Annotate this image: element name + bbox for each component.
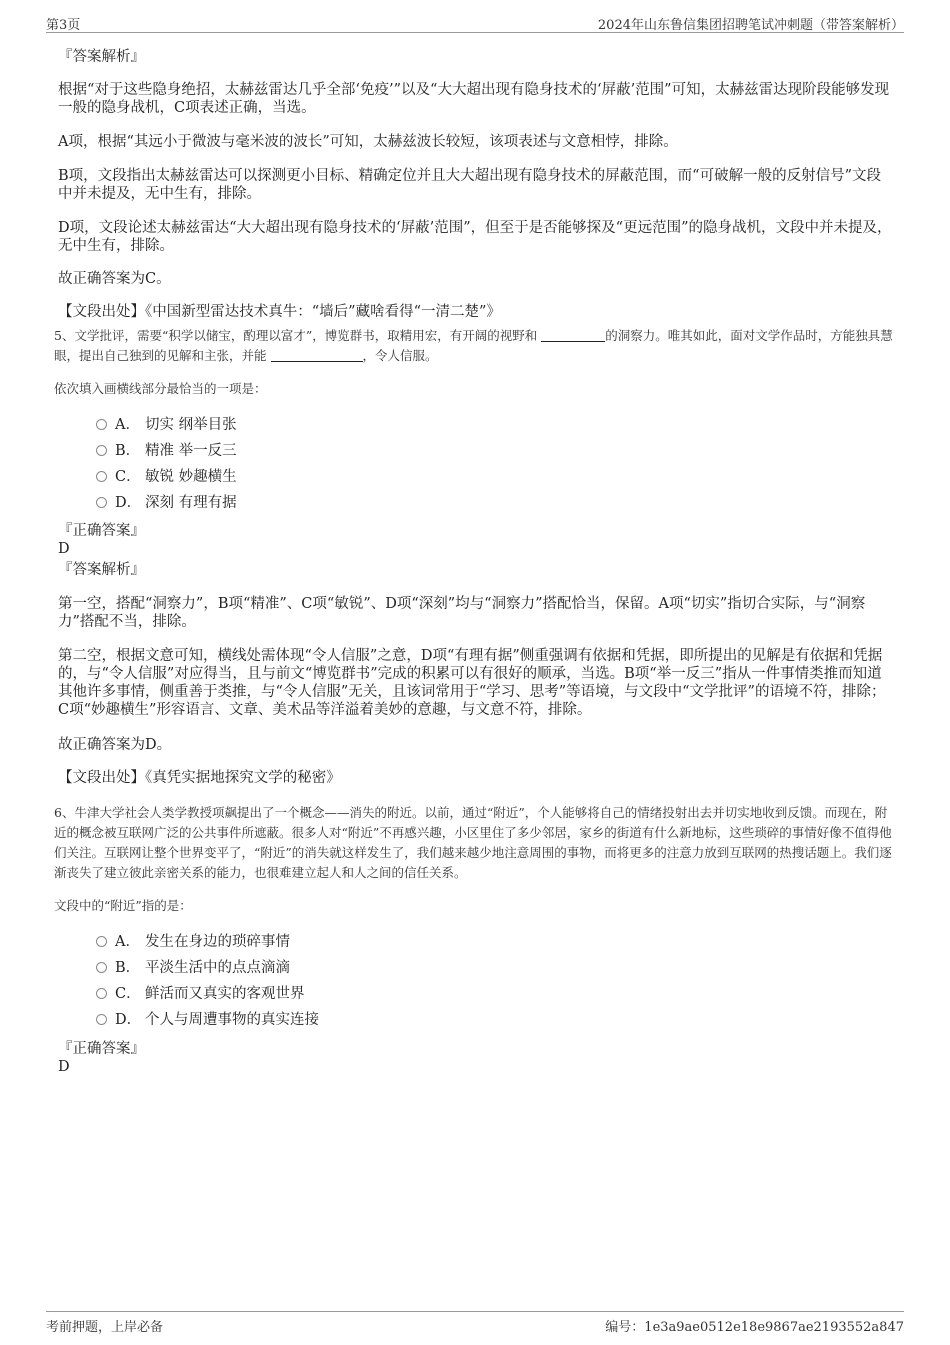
q5-option-c[interactable]: C． 敏锐 妙趣横生 <box>96 468 237 486</box>
q4-source: 【文段出处】《中国新型雷达技术真牛：“墙后”藏啥看得“一清二楚”》 <box>58 304 501 320</box>
q5-blank-1 <box>541 329 605 342</box>
q5-stem-part-b: 的洞察力。唯其如此，面对文学作品时，方能独具慧眼，提出自己独到的见解和主张，并能 <box>54 328 893 363</box>
document-title: 2024年山东鲁信集团招聘笔试冲刺题（带答案解析） <box>597 18 904 33</box>
q5-stem <box>54 326 894 366</box>
q5-answer: D <box>58 541 70 557</box>
q5-option-d[interactable]: D． 深刻 有理有据 <box>96 494 237 512</box>
q5-analysis-label: 『答案解析』 <box>58 562 145 578</box>
radio-icon[interactable] <box>96 471 107 482</box>
page-footer <box>46 1311 904 1334</box>
q6-prompt: 文段中的“附近”指的是： <box>54 898 192 913</box>
q4-analysis-p4: D项，文段论述太赫兹雷达“大大超出现有隐身技术的‘屏蔽’范围”，但至于是否能够探及“更远范围”的隐身战机，文段中并未提及，无中生有，排除。 <box>58 220 892 254</box>
q5-analysis-p1: 第一空，搭配“洞察力”，B项“精准”、C项“敏锐”、D项“深刻”均与“洞察力”搭配恰当，保留。A项“切实”指切合实际，与“洞察力”搭配不当，排除。 <box>58 596 866 630</box>
q4-analysis-p2: A项，根据“其远小于微波与毫米波的波长”可知，太赫兹波长较短，该项表述与文意相悖，排除。 <box>58 134 678 150</box>
page-header <box>46 12 904 33</box>
q4-analysis-p1: 根据“对于这些隐身绝招，太赫兹雷达几乎全部‘免疫’”以及“大大超出现有隐身技术的‘屏蔽’范围”可知，太赫兹雷达现阶段能够发现一般的隐身战机，C项表述正确，当选。 <box>58 82 890 116</box>
radio-icon[interactable] <box>96 497 107 508</box>
q5-conclusion: 故正确答案为D。 <box>58 737 172 753</box>
radio-icon[interactable] <box>96 1014 107 1025</box>
q4-analysis-p3: B项，文段指出太赫兹雷达可以探测更小目标、精确定位并且大大超出现有隐身技术的屏蔽范围，而“可破解一般的反射信号”文段中并未提及，无中生有，排除。 <box>58 168 881 202</box>
q5-stem-part-a: 5、文学批评，需要“积学以储宝，酌理以富才”，博览群书，取精用宏，有开阔的视野和 <box>54 328 538 343</box>
q5-blank-2 <box>271 349 363 362</box>
q6-answer: D <box>58 1059 70 1075</box>
q5-analysis-p2: 第二空，根据文意可知，横线处需体现“令人信服”之意，D项“有理有据”侧重强调有依据和凭据，即所提出的见解是有依据和凭据的，与“令人信服”对应得当，且与前文“博览群书”完成的积累可以有很好的顺承，当选。B项“举一反三”指从一件事情类推而知道其他许多事情，侧重善于类推，与“令人信服”无关，且该词常用于“学习、思考”等语境，与文段中“文学批评”的语境不符，排除；C项“妙趣横生”形容语言、文章、美术品等洋溢着美妙的意趣，与文意不符，排除。 <box>58 648 886 718</box>
q6-option-a[interactable]: A． 发生在身边的琐碎事情 <box>96 933 290 951</box>
q4-analysis-label: 『答案解析』 <box>58 49 145 65</box>
q6-option-c[interactable]: C． 鲜活而又真实的客观世界 <box>96 985 305 1003</box>
radio-icon[interactable] <box>96 419 107 430</box>
page-number: 第3页 <box>46 18 81 33</box>
q5-option-b[interactable]: B． 精准 举一反三 <box>96 442 237 460</box>
q6-option-b[interactable]: B． 平淡生活中的点点滴滴 <box>96 959 290 977</box>
radio-icon[interactable] <box>96 962 107 973</box>
q6-stem: 6、牛津大学社会人类学教授项飙提出了一个概念——消失的附近。以前，通过“附近”，个人能够将自己的情绪投射出去并切实地收到反馈。而现在，附近的概念被互联网广泛的公共事件所遮蔽。很多人对“附近”不再感兴趣，小区里住了多少邻居，家乡的街道有什么新地标，这些琐碎的事情好像不值得他们关注。互联网让整个世界变平了，“附近”的消失就这样发生了，我们越来越少地注意周围的事物，而将更多的注意力放到互联网的热搜话题上。我们逐渐丧失了建立彼此亲密关系的能力，也很难建立起人和人之间的信任关系。 <box>54 805 892 880</box>
q5-prompt: 依次填入画横线部分最恰当的一项是： <box>54 381 267 396</box>
radio-icon[interactable] <box>96 936 107 947</box>
q6-option-d[interactable]: D． 个人与周遭事物的真实连接 <box>96 1011 319 1029</box>
q6-answer-label: 『正确答案』 <box>58 1041 145 1057</box>
q5-answer-label: 『正确答案』 <box>58 523 145 539</box>
radio-icon[interactable] <box>96 988 107 999</box>
q4-conclusion: 故正确答案为C。 <box>58 271 171 287</box>
q5-source: 【文段出处】《真凭实据地探究文学的秘密》 <box>58 770 341 786</box>
radio-icon[interactable] <box>96 445 107 456</box>
footer-slogan: 考前押题，上岸必备 <box>46 1320 164 1335</box>
q5-option-a[interactable]: A． 切实 纲举目张 <box>96 416 237 434</box>
q5-stem-part-c: ，令人信服。 <box>362 348 438 363</box>
document-code: 编号：1e3a9ae0512e18e9867ae2193552a847 <box>605 1320 904 1335</box>
